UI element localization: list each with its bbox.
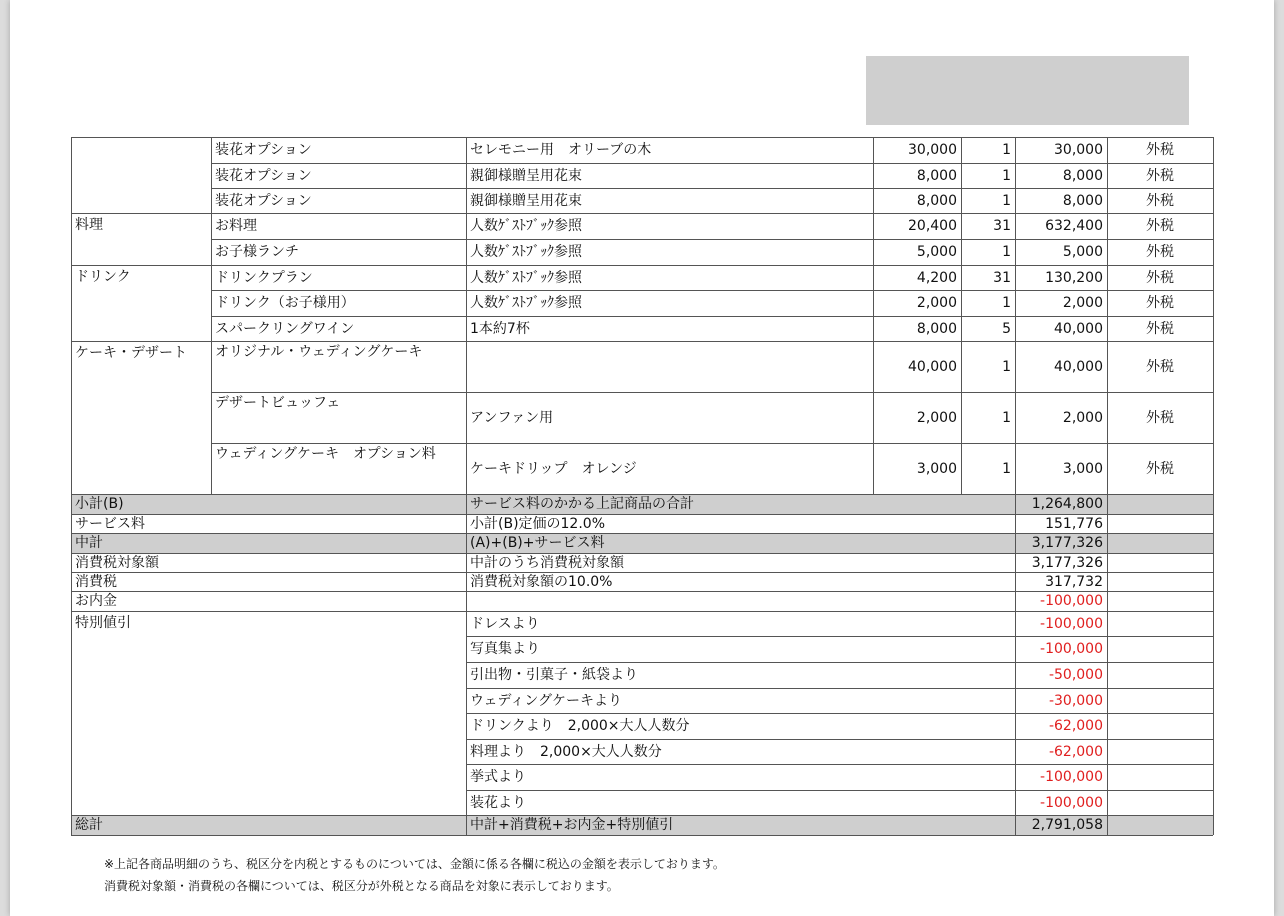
item-name: オリジナル・ウェディングケーキ [215, 344, 423, 360]
grid-line [1015, 494, 1016, 835]
discount-amount: -100,000 [1040, 769, 1103, 785]
item-tax-type: 外税 [1146, 460, 1174, 477]
item-unit-price: 2,000 [916, 409, 957, 426]
discount-amount: -30,000 [1048, 692, 1103, 709]
item-quantity: 5 [1002, 320, 1011, 337]
item-amount: 8,000 [1062, 167, 1103, 184]
item-detail: アンファン用 [470, 409, 554, 426]
summary-desc: 消費税対象額の10.0% [470, 573, 613, 590]
grid-line [961, 137, 962, 494]
summary-amount: 3,177,326 [1031, 554, 1103, 571]
item-name: 装花オプション [215, 167, 312, 184]
grid-line [71, 835, 1213, 836]
grid-line [71, 213, 1213, 214]
grid-line [71, 591, 1213, 592]
item-detail: 人数ｹﾞｽﾄﾌﾞｯｸ参照 [470, 295, 582, 311]
item-quantity: 1 [1002, 142, 1011, 158]
item-tax-type: 外税 [1146, 358, 1174, 375]
item-name: 装花オプション [215, 142, 312, 158]
item-detail: 人数ｹﾞｽﾄﾌﾞｯｸ参照 [470, 244, 582, 260]
item-detail: ケーキドリップ オレンジ [470, 460, 637, 477]
summary-label: 小計(B) [75, 496, 124, 512]
item-category: ドリンク [75, 269, 131, 285]
grid-line [1107, 494, 1108, 835]
item-unit-price: 20,400 [908, 218, 957, 234]
grid-line [211, 316, 1213, 317]
summary-desc: 小計(B)定価の12.0% [470, 515, 606, 532]
footnote-2: 消費税対象額・消費税の各欄については、税区分が外税となる商品を対象に表示しております。 [104, 879, 619, 893]
summary-desc: サービス料のかかる上記商品の合計 [470, 496, 694, 512]
item-amount: 40,000 [1054, 358, 1103, 375]
item-detail: 親御様贈呈用花束 [470, 167, 582, 184]
item-unit-price: 4,200 [916, 269, 957, 286]
item-amount: 632,400 [1045, 218, 1103, 234]
summary-amount: 317,732 [1045, 573, 1103, 590]
grid-line [211, 290, 1213, 291]
item-quantity: 1 [1002, 358, 1011, 375]
grid-line [71, 572, 1213, 573]
item-quantity: 31 [993, 269, 1011, 286]
item-unit-price: 8,000 [916, 167, 957, 184]
item-name: お子様ランチ [215, 244, 299, 260]
item-quantity: 1 [1002, 244, 1011, 260]
discount-amount: -62,000 [1048, 718, 1103, 734]
item-detail: 1本約7杯 [470, 320, 530, 337]
grid-line [71, 533, 1213, 534]
discount-amount: -100,000 [1040, 615, 1103, 632]
discount-desc: 料理より 2,000×大人人数分 [470, 743, 662, 760]
item-unit-price: 30,000 [908, 142, 957, 158]
item-tax-type: 外税 [1146, 142, 1174, 158]
item-amount: 3,000 [1062, 460, 1103, 477]
discount-amount: -62,000 [1048, 743, 1103, 760]
grid-line [211, 163, 1213, 164]
total-desc: 中計+消費税+お内金+特別値引 [470, 817, 674, 833]
item-detail [466, 341, 873, 392]
item-amount: 130,200 [1045, 269, 1103, 286]
item-name: スパークリングワイン [215, 320, 355, 337]
footnote-1: ※上記各商品明細のうち、税区分を内税とするものについては、金額に係る各欄に税込の金額を表示しております。 [104, 857, 725, 871]
discount-desc: 挙式より [470, 769, 526, 785]
summary-desc [466, 591, 1015, 611]
summary-amount: 151,776 [1045, 515, 1103, 532]
item-unit-price: 8,000 [916, 320, 957, 337]
grid-line [211, 443, 1213, 444]
item-quantity: 1 [1002, 460, 1011, 477]
grid-line [1015, 137, 1016, 494]
grid-line [71, 341, 1213, 342]
item-detail: 人数ｹﾞｽﾄﾌﾞｯｸ参照 [470, 218, 582, 234]
item-amount: 5,000 [1062, 244, 1103, 260]
grid-line [466, 662, 1213, 663]
grid-line [466, 137, 467, 494]
item-category: 料理 [75, 217, 103, 233]
discount-amount: -50,000 [1048, 667, 1103, 683]
item-tax-type: 外税 [1146, 409, 1174, 426]
item-amount: 40,000 [1054, 320, 1103, 337]
item-tax-type: 外税 [1146, 244, 1174, 260]
grid-line [466, 688, 1213, 689]
discount-desc: ウェディングケーキより [470, 692, 623, 709]
summary-label: 消費税対象額 [75, 554, 159, 571]
item-tax-type: 外税 [1146, 192, 1174, 209]
item-unit-price: 40,000 [908, 358, 957, 375]
summary-desc: 中計のうち消費税対象額 [470, 554, 624, 571]
item-unit-price: 3,000 [916, 460, 957, 477]
discount-amount: -100,000 [1040, 794, 1103, 811]
grid-line [211, 188, 1213, 189]
grid-line [71, 514, 1213, 515]
summary-label: 中計 [75, 535, 103, 551]
total-label: 総計 [75, 817, 103, 833]
summary-label: お内金 [75, 593, 117, 609]
redacted-block [866, 56, 1189, 125]
discount-desc: 引出物・引菓子・紙袋より [470, 667, 638, 683]
item-amount: 2,000 [1062, 295, 1103, 311]
grid-line [466, 764, 1213, 765]
discount-amount: -100,000 [1040, 641, 1103, 657]
discount-desc: 写真集より [470, 641, 540, 657]
grid-line [466, 739, 1213, 740]
grid-line [71, 611, 1213, 612]
item-detail: セレモニー用 オリーブの木 [470, 142, 652, 158]
item-quantity: 1 [1002, 295, 1011, 311]
grid-line [71, 265, 1213, 266]
item-category: ケーキ・デザート [75, 345, 187, 361]
grid-line [1213, 137, 1214, 494]
summary-amount: 1,264,800 [1031, 496, 1103, 512]
grid-line [466, 636, 1213, 637]
summary-label: サービス料 [75, 515, 145, 532]
footnotes [104, 853, 725, 897]
summary-amount: -100,000 [1040, 593, 1103, 609]
grid-line [466, 790, 1213, 791]
grid-line [1213, 494, 1214, 835]
item-tax-type: 外税 [1146, 167, 1174, 184]
summary-amount: 3,177,326 [1031, 535, 1103, 551]
discount-label: 特別値引 [75, 615, 131, 631]
grid-line [1107, 137, 1108, 494]
item-quantity: 31 [993, 218, 1011, 234]
grid-line [211, 392, 1213, 393]
item-amount: 2,000 [1062, 409, 1103, 426]
item-detail: 親御様贈呈用花束 [470, 192, 582, 209]
grid-line [211, 137, 212, 494]
item-unit-price: 5,000 [916, 244, 957, 260]
grid-line [71, 494, 1213, 495]
item-tax-type: 外税 [1146, 269, 1174, 286]
grid-line [466, 494, 467, 835]
grid-line [71, 815, 1213, 816]
summary-label: 消費税 [75, 573, 117, 590]
item-tax-type: 外税 [1146, 218, 1174, 234]
summary-desc: (A)+(B)+サービス料 [470, 535, 605, 551]
item-unit-price: 8,000 [916, 192, 957, 209]
grid-line [71, 137, 1213, 138]
item-name: ドリンク（お子様用） [215, 295, 355, 311]
item-amount: 30,000 [1054, 142, 1103, 158]
item-quantity: 1 [1002, 167, 1011, 184]
item-tax-type: 外税 [1146, 295, 1174, 311]
item-quantity: 1 [1002, 192, 1011, 209]
item-amount: 8,000 [1062, 192, 1103, 209]
discount-desc: 装花より [470, 794, 526, 811]
discount-desc: ドレスより [470, 615, 540, 632]
grid-line [466, 713, 1213, 714]
item-name: ウェディングケーキ オプション料 [215, 446, 436, 462]
item-name: ドリンクプラン [215, 269, 313, 286]
total-amount: 2,791,058 [1031, 817, 1103, 833]
item-name: お料理 [215, 218, 257, 234]
grid-line [71, 494, 72, 835]
item-unit-price: 2,000 [916, 295, 957, 311]
grid-line [211, 239, 1213, 240]
discount-desc: ドリンクより 2,000×大人人数分 [470, 718, 690, 734]
item-name: 装花オプション [215, 192, 312, 209]
grid-line [71, 137, 72, 494]
item-quantity: 1 [1002, 409, 1011, 426]
item-name: デザートビュッフェ [215, 395, 341, 411]
grid-line [71, 553, 1213, 554]
item-tax-type: 外税 [1146, 320, 1174, 337]
item-detail: 人数ｹﾞｽﾄﾌﾞｯｸ参照 [470, 269, 582, 286]
grid-line [873, 137, 874, 494]
